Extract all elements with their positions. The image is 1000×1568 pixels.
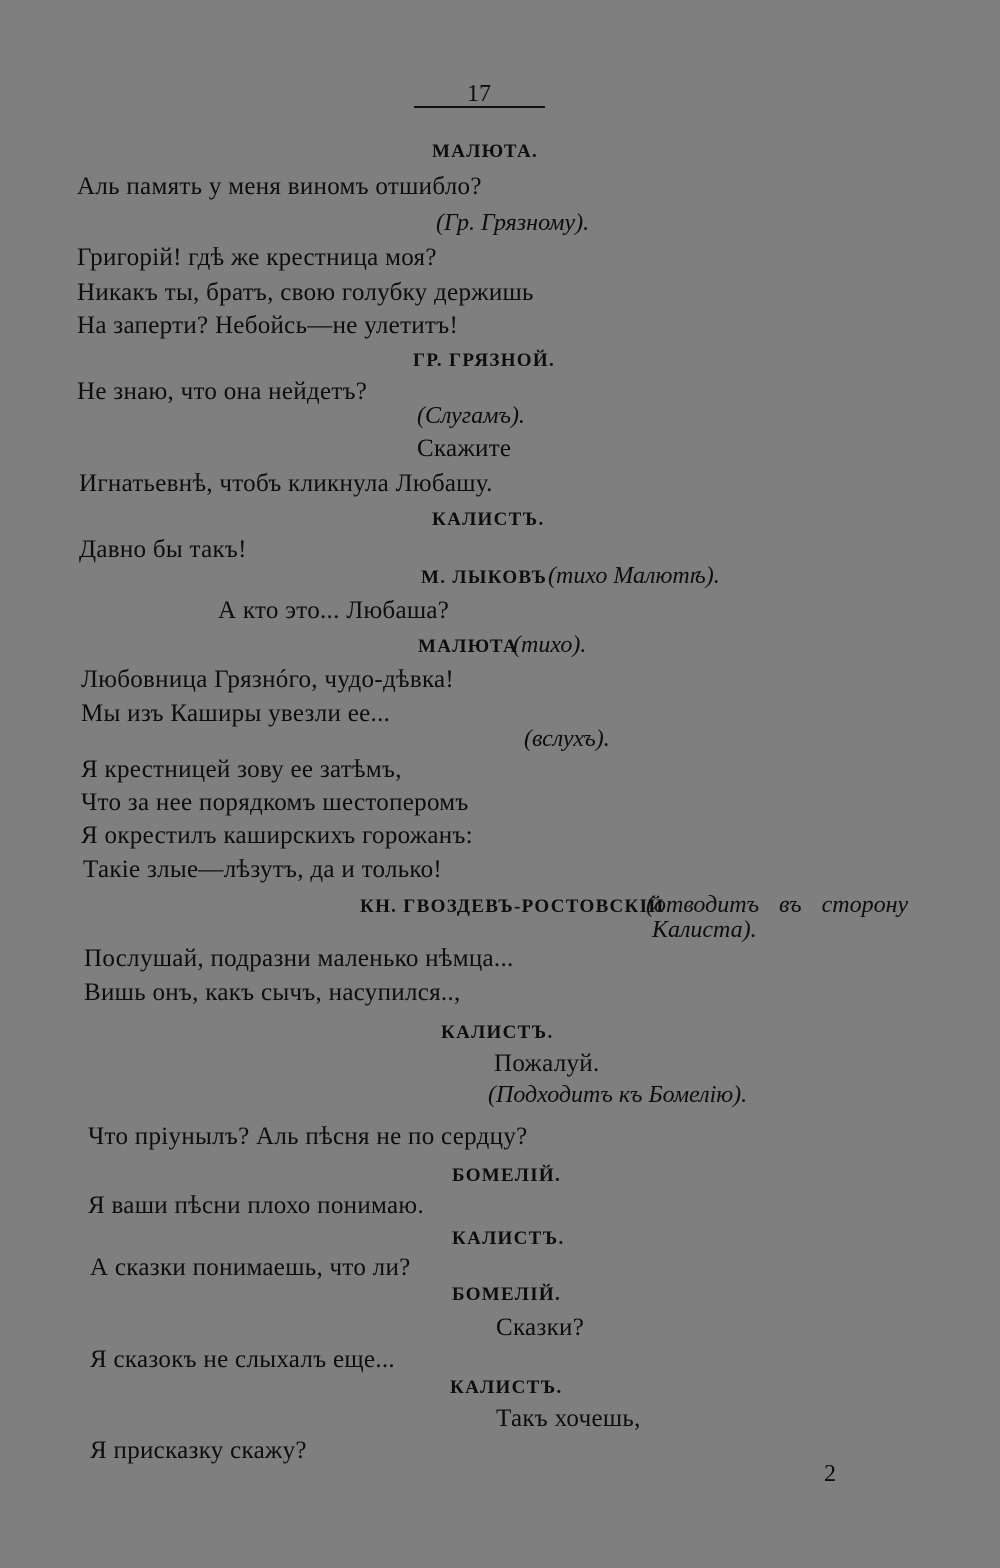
speaker-name: БОМЕЛІЙ. bbox=[452, 1165, 562, 1186]
page-number: 17 bbox=[467, 81, 491, 107]
verse-line: Послушай, подразни маленько нѣмца... bbox=[84, 945, 514, 972]
verse-line: Пожалуй. bbox=[494, 1050, 600, 1077]
verse-line: Аль память у меня виномъ отшибло? bbox=[77, 173, 482, 200]
stage-direction: (тихо). bbox=[513, 632, 587, 658]
speaker-name: КАЛИСТЪ. bbox=[450, 1377, 563, 1398]
verse-line: Игнатьевнѣ, чтобъ кликнула Любашу. bbox=[79, 470, 493, 497]
speaker-name: КАЛИСТЪ. bbox=[452, 1228, 565, 1249]
verse-line: Скажите bbox=[417, 435, 512, 462]
verse-line: Что за нее порядкомъ шестоперомъ bbox=[81, 789, 469, 816]
verse-line: На заперти? Небойсь—не улетитъ! bbox=[77, 312, 459, 339]
verse-line: Не знаю, что она нейдетъ? bbox=[77, 378, 368, 405]
speaker-name: МАЛЮТА. bbox=[432, 141, 539, 162]
speaker-name: МАЛЮТА bbox=[418, 636, 518, 657]
verse-line: А сказки понимаешь, что ли? bbox=[90, 1254, 411, 1281]
speaker-name: КАЛИСТЪ. bbox=[441, 1022, 554, 1043]
speaker-name: БОМЕЛІЙ. bbox=[452, 1284, 562, 1305]
stage-direction: (Подходитъ къ Бомелію). bbox=[488, 1082, 748, 1108]
verse-line: Любовница Грязнóго, чудо-дѣвка! bbox=[81, 666, 455, 693]
verse-line: Мы изъ Каширы увезли ее... bbox=[81, 700, 391, 727]
verse-line: Я присказку скажу? bbox=[90, 1437, 307, 1464]
verse-line: Давно бы такъ! bbox=[79, 536, 247, 563]
verse-line: Я сказокъ не слыхалъ еще... bbox=[90, 1346, 395, 1373]
verse-line: Что пріунылъ? Аль пѣсня не по сердцу? bbox=[88, 1123, 528, 1150]
verse-line: Никакъ ты, братъ, свою голубку держишь bbox=[77, 279, 534, 306]
signature-mark: 2 bbox=[824, 1461, 836, 1487]
verse-line: Григорій! гдѣ же крестница моя? bbox=[77, 244, 437, 271]
verse-line: Такіе злые—лѣзутъ, да и только! bbox=[83, 856, 443, 883]
speaker-name: М. ЛЫКОВЪ bbox=[421, 567, 548, 588]
stage-direction: (отводитъ въ сторону bbox=[646, 892, 909, 918]
header-rule bbox=[414, 106, 545, 108]
verse-line: А кто это... Любаша? bbox=[218, 597, 450, 624]
stage-direction: Калиста). bbox=[652, 917, 757, 943]
stage-direction: (Гр. Грязному). bbox=[436, 210, 590, 236]
verse-line: Я ваши пѣсни плохо понимаю. bbox=[88, 1192, 424, 1219]
verse-line: Вишь онъ, какъ сычъ, насупился.., bbox=[84, 979, 461, 1006]
stage-direction: (Слугамъ). bbox=[417, 403, 525, 429]
speaker-name: КН. ГВОЗДЕВЪ-РОСТОВСКІЙ bbox=[360, 896, 665, 917]
stage-direction: (вслухъ). bbox=[524, 726, 610, 752]
verse-line: Я окрестилъ каширскихъ горожанъ: bbox=[81, 822, 473, 849]
stage-direction: (тихо Малютѣ). bbox=[548, 563, 720, 589]
verse-line: Сказки? bbox=[496, 1314, 585, 1341]
verse-line: Я крестницей зову ее затѣмъ, bbox=[81, 756, 402, 783]
verse-line: Такъ хочешь, bbox=[496, 1405, 641, 1432]
speaker-name: ГР. ГРЯЗНОЙ. bbox=[413, 350, 556, 371]
speaker-name: КАЛИСТЪ. bbox=[432, 509, 545, 530]
